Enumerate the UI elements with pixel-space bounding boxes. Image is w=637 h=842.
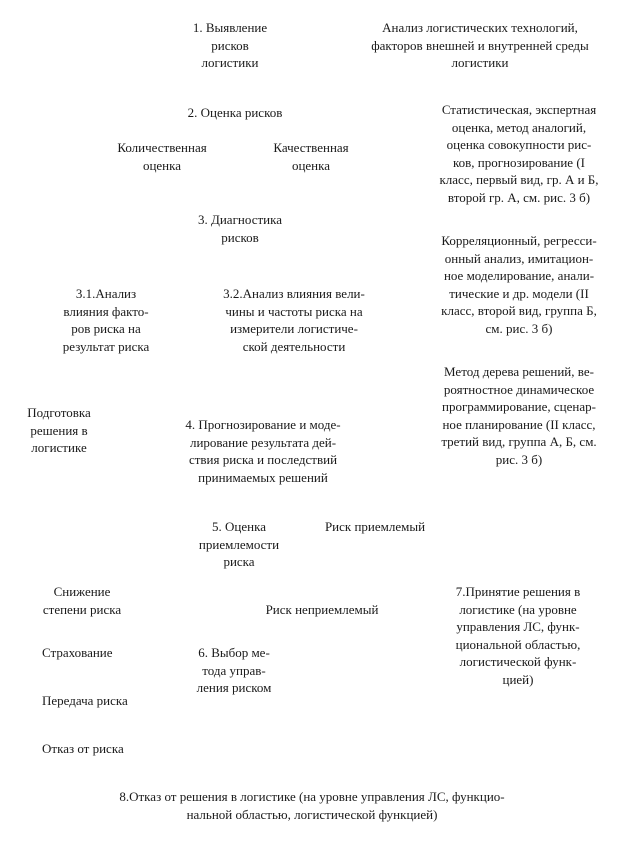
risk-refusal: Отказ от риска bbox=[42, 741, 124, 756]
decision-tree-methods: Метод дерева решений, ве- роятностное динамическое программирование, сценар- ное планирование (II класс, третий вид, группа А, Б, см. рис. 3 б) bbox=[441, 364, 597, 467]
correlation-methods: Корреляционный, регресси- онный анализ, имитацион- ное моделирование, анали- тические и др. модели (II класс, второй вид, группа Б, см. рис. 3 б) bbox=[441, 233, 597, 336]
logistics-technology-analysis: Анализ логистических технологий, факторов внешней и внутренней среды логистики bbox=[371, 20, 589, 70]
step-5-acceptability: 5. Оценка приемлемости риска bbox=[198, 519, 280, 569]
step-2-risk-assessment: 2. Оценка рисков bbox=[187, 105, 283, 120]
risk-acceptable: Риск приемлемый bbox=[324, 519, 426, 534]
step-6-method-choice: 6. Выбор ме- тода управ- ления риском bbox=[196, 645, 272, 695]
step-8-refusal-of-decision: 8.Отказ от решения в логистике (на уровне управления ЛС, функцио- нальной областью, логистической функцией) bbox=[119, 789, 505, 822]
step-4-forecasting: 4. Прогнозирование и моде- лирование результата дей- ствия риска и последствий принимаемых решений bbox=[185, 417, 341, 485]
statistical-methods: Статистическая, экспертная оценка, метод аналогий, оценка совокупности рис- ков, прогнозирование (I класс, первый вид, гр. А и Б, второй гр. А, см. рис. 3 б) bbox=[439, 102, 599, 205]
risk-unacceptable: Риск неприемлемый bbox=[265, 602, 379, 617]
step-3-2-magnitude-analysis: 3.2.Анализ влияния вели- чины и частоты риска на измерители логистиче- ской деятельности bbox=[223, 286, 365, 354]
step-3-diagnostics: 3. Диагностика рисков bbox=[197, 212, 282, 245]
step-1-identification: 1. Выявление рисков логистики bbox=[192, 20, 268, 70]
step-3-1-factor-analysis: 3.1.Анализ влияния факто- ров риска на результат риска bbox=[62, 286, 150, 354]
insurance: Страхование bbox=[42, 645, 113, 660]
step-7-decision: 7.Принятие решения в логистике (на уровне управления ЛС, функ- циональной областью, логистической функ- цией) bbox=[455, 584, 581, 687]
qualitative-assessment: Качественная оценка bbox=[273, 140, 349, 173]
quantitative-assessment: Количественная оценка bbox=[117, 140, 207, 173]
risk-reduction: Снижение степени риска bbox=[42, 584, 122, 617]
decision-preparation: Подготовка решения в логистике bbox=[27, 405, 91, 455]
risk-transfer: Передача риска bbox=[42, 693, 128, 708]
